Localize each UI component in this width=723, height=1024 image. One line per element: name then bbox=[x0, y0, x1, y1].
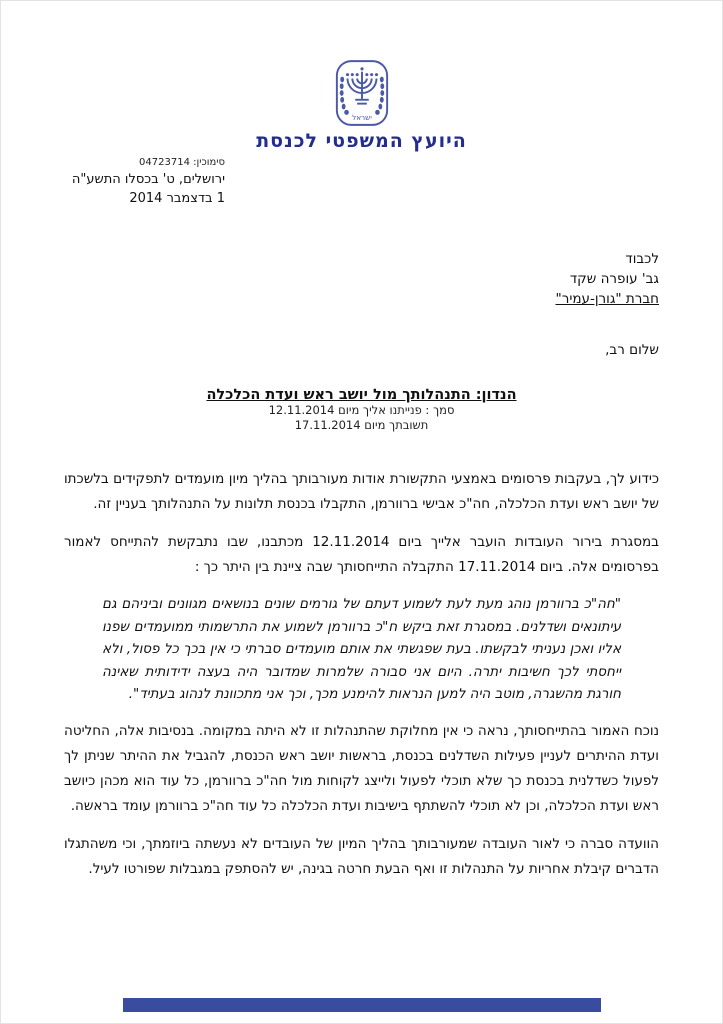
emblem-caption-text: ישראל bbox=[351, 113, 372, 123]
addressee-block bbox=[556, 249, 660, 309]
paragraph-4: הוועדה סברה כי לאור העובדה שמעורבותך בהליך המיון של העובדים לא נעשתה ביוזמתך, וכי משהתגלו הדברים קיבלת אחריות על התנהלות זו ואף הבעת חרטה בגינה, יש להסתפק במגבלות שפורטו לעיל. bbox=[64, 835, 659, 877]
emblem-container bbox=[1, 58, 722, 132]
footer-letterhead-bar bbox=[123, 998, 601, 1012]
subject-reference-2: תשובתך מיום 17.11.2014 bbox=[294, 418, 429, 432]
hebrew-date: ירושלים, ט' בכסלו התשע"ה bbox=[71, 172, 225, 187]
letter-body bbox=[64, 467, 659, 895]
subject-line: הנדון: התנהלותך מול יושב ראש ועדת הכלכלה bbox=[206, 387, 517, 403]
paragraph-2: במסגרת בירור העובדות הועבר אלייך ביום 12.11.2014 מכתבנו, שבו נתבקשת להתייחס לאמור בפרסומים אלה. ביום 17.11.2014 התקבלה התייחסותך שבה ציינת בין היתר כך : bbox=[64, 534, 659, 575]
paragraph-1: כידוע לך, בעקבות פרסומים באמצעי התקשורת אודות מעורבותך בהליך מיון מועמדים לתפקידים בלשכתו של יושב ראש ועדת הכלכלה, חה"כ אבישי ברוורמן, התקבלו בכנסת תלונות על התנהלותך בעניין זה. bbox=[64, 471, 659, 512]
israel-state-emblem-icon bbox=[333, 58, 391, 132]
paragraph-3: נוכח האמור בהתייחסותך, נראה כי אין מחלוקת שהתנהלות זו לא היתה במקומה. בנסיבות אלה, החליטה ועדת ההיתרים לעניין פעילות השדלנים בכנסת, בראשות יושב ראש הכנסת, להגביל את ההיתר שניתן לך לפעול כשדלנית בכנסת כך שלא תוכלי לפעול ולייצג לקוחות מול חה"כ ברוורמן, כל עוד הוא מכהן כיושב ראש ועדת הכלכלה, וכן לא תוכלי להשתתף בישיבות ועדת הכלכלה כל עוד חה"כ ברוורמן עומד בראשה. bbox=[64, 722, 659, 814]
subject-block bbox=[1, 387, 722, 433]
addressee-company: חברת "גורן-עמיר" bbox=[555, 291, 659, 307]
subject-reference-1: סמך : פנייתנו אליך מיום 12.11.2014 bbox=[268, 403, 455, 417]
addressee-salutation: לכבוד bbox=[625, 251, 659, 267]
gregorian-date: 1 בדצמבר 2014 bbox=[129, 191, 225, 206]
addressee-name: גב' עופרה שקד bbox=[569, 271, 659, 287]
quoted-response: "חה"כ ברוורמן נוהג מעת לעת לשמוע דעתם של גורמים שונים בנושאים מגוונים וביניהם גם עיתונאים ושדלנים. במסגרת זאת ביקש ח"כ ברוורמן לשמוע את התרשמותי ממועמדים שפנו אליו ואכן נעניתי לבקשתו. בעת שפגשתי את אותם מועמדים סברתי כי אין בכך כל פסול, ולא ייחסתי לכך חשיבות יתרה. היום אני סבורה שלמרות שמדובר היה בעצה ידידותית שאינה חורגת מהשגרה, מוטב היה למען הנראות להימנע מכך, וכך אני מתכוונת לנהוג בעתיד". bbox=[102, 596, 621, 702]
reference-block bbox=[65, 156, 225, 208]
org-title: היועץ המשפטי לכנסת bbox=[256, 130, 467, 152]
greeting-line: שלום רב, bbox=[605, 342, 659, 358]
reference-number: סימוכין: 04723714 bbox=[139, 157, 225, 168]
